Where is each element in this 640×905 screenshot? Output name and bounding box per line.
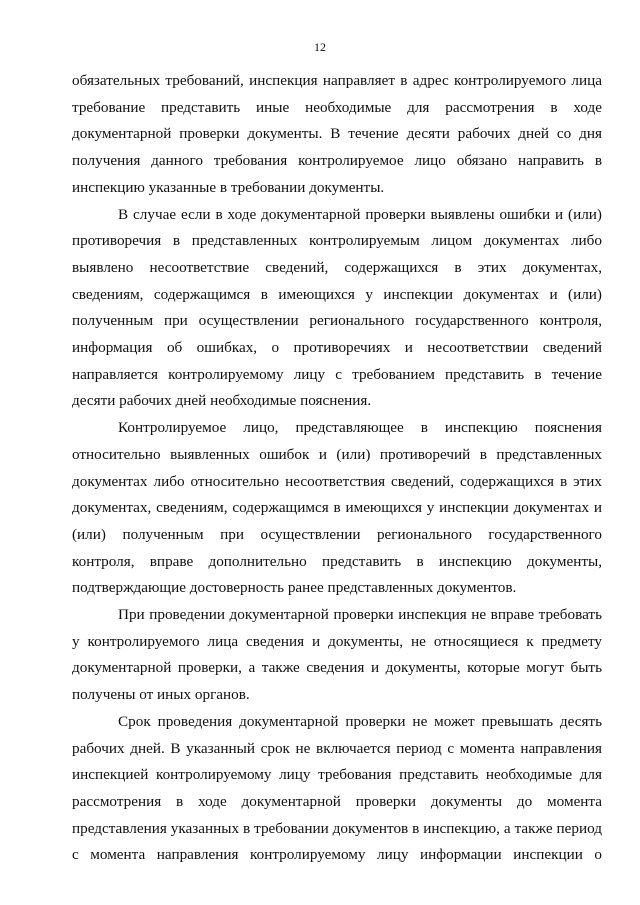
paragraph-prohibited-requests: При проведении документарной проверки инспекция не вправе требовать у контролируемого лица сведения и документы, не относящиеся к предмету документарной проверки, а также сведения и документы, которые могут быть получены от иных органов. [72, 606, 602, 704]
paragraph-inspection-term: Срок проведения документарной проверки не может превышать десять рабочих дней. В указанный срок не включается период с момента направления инспекцией контролируемому лицу требования представить необходимые для рассмотрения в ходе документарной проверки документы до момента представления указанных в требовании документов в инспекцию, а также период с момента направления контролируемому лицу информации инспекции о [72, 712, 602, 864]
paragraph-errors-contradictions: В случае если в ходе документарной проверки выявлены ошибки и (или) противоречия в представленных контролируемым лицом документах либо выявлено несоответствие сведений, содержащихся в этих документах, сведениям, содержащимся в имеющихся у инспекции документах и (или) полученным при осуществлении регионального государственного контроля, информация об ошибках, о противоречиях и несоответствии сведений направляется контролируемому лицу с требованием представить в течение десяти рабочих дней необходимые пояснения. [72, 205, 602, 410]
paragraph-continuation: обязательных требований, инспекция направляет в адрес контролируемого лица требование представить иные необходимые для рассмотрения в ходе документарной проверки документы. В течение десяти рабочих дней со дня получения данного требования контролируемое лицо обязано направить в инспекцию указанные в требовании документы. [72, 72, 602, 196]
paragraph-explanations: Контролируемое лицо, представляющее в инспекцию пояснения относительно выявленных ошибок и (или) противоречий в представленных документах либо относительно несоответствия сведений, содержащихся в этих документах, сведениям, содержащимся в имеющихся у инспекции документах и (или) полученным при осуществлении регионального государственного контроля, вправе дополнительно представить в инспекцию документы, подтверждающие достоверность ранее представленных документов. [72, 419, 602, 597]
document-body [72, 68, 602, 869]
page-number: 12 [314, 40, 326, 54]
